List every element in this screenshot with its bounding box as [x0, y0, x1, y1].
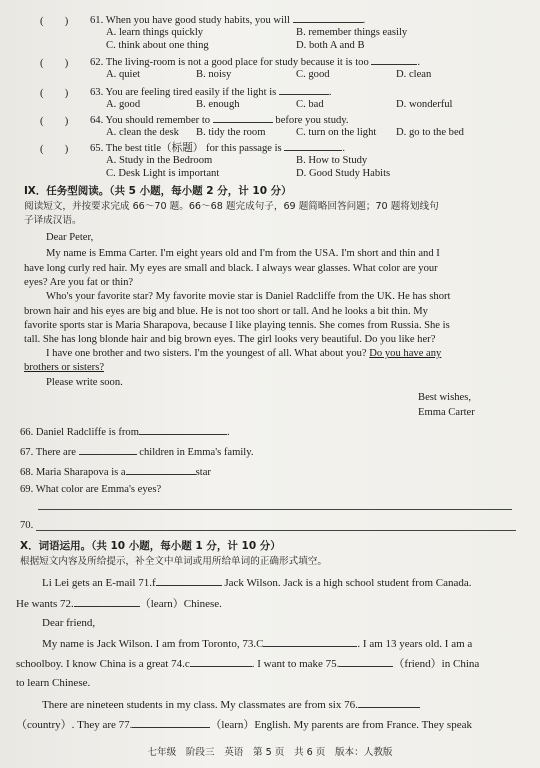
question-64-stem	[90, 113, 349, 127]
section-10-heading: Ⅹ．词语运用。（共 10 小题，每小题 1 分，计 10 分）	[20, 540, 281, 552]
answer-blank-74[interactable]	[190, 657, 252, 667]
answer-blank-75[interactable]	[339, 657, 393, 667]
option-62-a: A. quiet	[106, 69, 141, 80]
option-64-b: B. tidy the room	[196, 127, 266, 138]
question-number: 65.	[90, 143, 104, 154]
option-61-a: A. learn things quickly	[106, 27, 204, 38]
option-63-b: B. enough	[196, 99, 240, 110]
answer-blank-62[interactable]	[371, 55, 417, 65]
answer-blank-76[interactable]	[358, 698, 420, 708]
question-68	[20, 465, 211, 479]
option-64-d: D. go to the bed	[396, 127, 464, 138]
cloze-line-2-a: He wants 72.	[16, 598, 74, 610]
question-68-text-a: 68. Maria Sharapova is a	[20, 467, 126, 478]
paragraph-2-line-1: Who's your favorite star? My favorite movie star is Daniel Radcliffe from the UK. He has short	[46, 291, 451, 302]
question-end-mark: .	[342, 143, 345, 154]
answer-line-70[interactable]	[36, 530, 516, 531]
page-footer: 七年级 阶段三 英语 第 5 页 共 6 页 版本：人教版	[147, 747, 393, 758]
question-number: 62.	[90, 57, 104, 68]
question-number: 63.	[90, 87, 104, 98]
cloze-line-8	[16, 718, 472, 732]
question-62-stem	[90, 55, 420, 69]
question-67-text-b: children in Emma's family.	[139, 447, 254, 458]
answer-bracket-61[interactable]: ( )	[40, 16, 69, 27]
answer-blank-63[interactable]	[279, 85, 329, 95]
option-64-a: A. clean the desk	[106, 127, 179, 138]
answer-blank-73[interactable]	[263, 637, 357, 647]
cloze-line-6: to learn Chinese.	[16, 677, 91, 689]
question-number: 64.	[90, 115, 104, 126]
question-66-text: 66. Daniel Radcliffe is from	[20, 427, 139, 438]
cloze-line-8-b: （learn）English. My parents are from France. They speak	[210, 719, 472, 731]
letter-greeting: Dear Peter,	[46, 232, 94, 243]
cloze-line-1-a: Li Lei gets an E-mail 71.f	[42, 577, 156, 589]
section-10-instruction: 根据短文内容及所给提示，补全文中单词或用所给单词的正确形式填空。	[20, 556, 327, 567]
cloze-line-1-b: Jack Wilson. Jack is a high school student from Canada.	[224, 577, 472, 589]
option-62-d: D. clean	[396, 69, 432, 80]
letter-signature: Emma Carter	[418, 407, 475, 418]
question-end-mark: .	[362, 15, 366, 26]
question-61-stem	[90, 13, 365, 27]
answer-blank-61[interactable]	[293, 13, 363, 23]
question-number: 61.	[90, 15, 104, 26]
question-66: 66. Daniel Radcliffe is from .	[20, 427, 230, 438]
cloze-line-4-a: My name is Jack Wilson. I am from Toronto, 73.C	[42, 638, 264, 650]
answer-blank-64[interactable]	[213, 113, 273, 123]
answer-blank-65[interactable]	[284, 141, 342, 151]
answer-bracket-65[interactable]: ( )	[40, 144, 69, 155]
question-text: When you have good study habits, you will	[105, 15, 290, 26]
answer-blank-72[interactable]	[74, 597, 140, 607]
question-text: You should remember to	[105, 115, 211, 126]
option-62-b: B. noisy	[196, 69, 232, 80]
cloze-line-8-a: （country）. They are 77.	[16, 719, 133, 731]
cloze-line-5-a: schoolboy. I know China is a great 74.c	[16, 658, 190, 670]
paragraph-2-line-3: favorite sports star is Maria Sharapova, because I like playing tennis. She comes from Russia. She is	[24, 320, 450, 331]
paragraph-1-line-3: eyes? Are you fat or thin?	[24, 277, 134, 288]
option-61-d: D. both A and B	[296, 40, 365, 51]
cloze-line-7	[42, 698, 420, 712]
question-69: 69. What color are Emma's eyes?	[20, 484, 162, 495]
answer-blank-66[interactable]	[139, 425, 227, 435]
option-65-d: D. Good Study Habits	[296, 168, 391, 179]
option-64-c: C. turn on the light	[296, 127, 377, 138]
cloze-line-5	[16, 657, 479, 671]
option-63-d: D. wonderful	[396, 99, 453, 110]
option-63-c: C. bad	[296, 99, 324, 110]
option-65-a: A. Study in the Bedroom	[106, 155, 213, 166]
answer-blank-67[interactable]	[79, 445, 137, 455]
answer-blank-71[interactable]	[156, 576, 222, 586]
cloze-line-5-b: . I want to make 75.	[251, 658, 340, 670]
cloze-line-2	[16, 597, 222, 611]
cloze-line-2-b: （learn）Chinese.	[139, 598, 222, 610]
underlined-sentence-part-2: brothers or sisters?	[24, 362, 105, 373]
question-67-text-a: 67. There are	[20, 447, 76, 458]
cloze-line-5-c: （friend）in China	[393, 658, 480, 670]
option-61-b: B. remember things easily	[296, 27, 408, 38]
option-65-b: B. How to Study	[296, 155, 368, 166]
question-67	[20, 445, 254, 459]
paragraph-4: Please write soon.	[46, 377, 123, 388]
question-65-stem	[90, 141, 345, 155]
answer-bracket-64[interactable]: ( )	[40, 116, 69, 127]
question-text: The best title（标题） for this passage is	[105, 143, 282, 154]
question-end-mark: .	[417, 57, 421, 68]
answer-blank-68[interactable]	[126, 465, 196, 475]
answer-line-69[interactable]	[38, 509, 512, 510]
answer-bracket-62[interactable]: ( )	[40, 58, 69, 69]
question-70: 70.	[20, 520, 34, 531]
option-61-c: C. think about one thing	[106, 40, 209, 51]
answer-bracket-63[interactable]: ( )	[40, 88, 69, 99]
question-68-text-b: star	[195, 467, 211, 478]
paragraph-1-line-2: have long curly red hair. My eyes are small and black. I always wear glasses. What color are your	[24, 263, 438, 274]
cloze-line-4	[42, 637, 472, 651]
section-9-instruction-line-1: 阅读短文，并按要求完成 66～70 题。66～68 题完成句子，69 题简略回答问题；70 题将划线句	[24, 201, 439, 212]
cloze-line-4-b: . I am 13 years old. I am a	[357, 638, 473, 650]
question-end-mark: .	[328, 87, 332, 98]
cloze-line-3: Dear friend,	[42, 617, 96, 629]
cloze-line-7-a: There are nineteen students in my class. My classmates are from six 76.	[42, 699, 358, 711]
paragraph-3-text: I have one brother and two sisters. I'm the youngest of all. What about you?	[46, 348, 367, 359]
paragraph-3-line-1	[46, 347, 441, 360]
option-65-c: C. Desk Light is important	[106, 168, 220, 179]
letter-closing: Best wishes,	[418, 392, 471, 403]
paragraph-1-line-1: My name is Emma Carter. I'm eight years old and I'm from the USA. I'm short and thin and I	[46, 248, 440, 259]
cloze-line-1	[42, 576, 472, 590]
section-9-heading: Ⅸ．任务型阅读。（共 5 小题，每小题 2 分，计 10 分）	[24, 185, 292, 197]
section-9-instruction-line-2: 子译成汉语。	[24, 215, 82, 226]
question-text: The living-room is not a good place for study because it is too	[105, 57, 369, 68]
option-62-c: C. good	[296, 69, 330, 80]
question-text: You are feeling tired easily if the light is	[105, 87, 277, 98]
question-text-tail: before you study.	[275, 115, 349, 126]
paragraph-2-line-4: tall. She has long blonde hair and big brown eyes. The girl looks very beautiful. Do you like her?	[24, 334, 436, 345]
paragraph-2-line-2: brown hair and his eyes are big and blue. He is not too short or tall. And he looks a bit thin. My	[24, 306, 428, 317]
underlined-sentence-part-1: Do you have any	[369, 348, 442, 359]
answer-blank-77[interactable]	[132, 718, 210, 728]
option-63-a: A. good	[106, 99, 141, 110]
question-63-stem	[90, 85, 332, 99]
